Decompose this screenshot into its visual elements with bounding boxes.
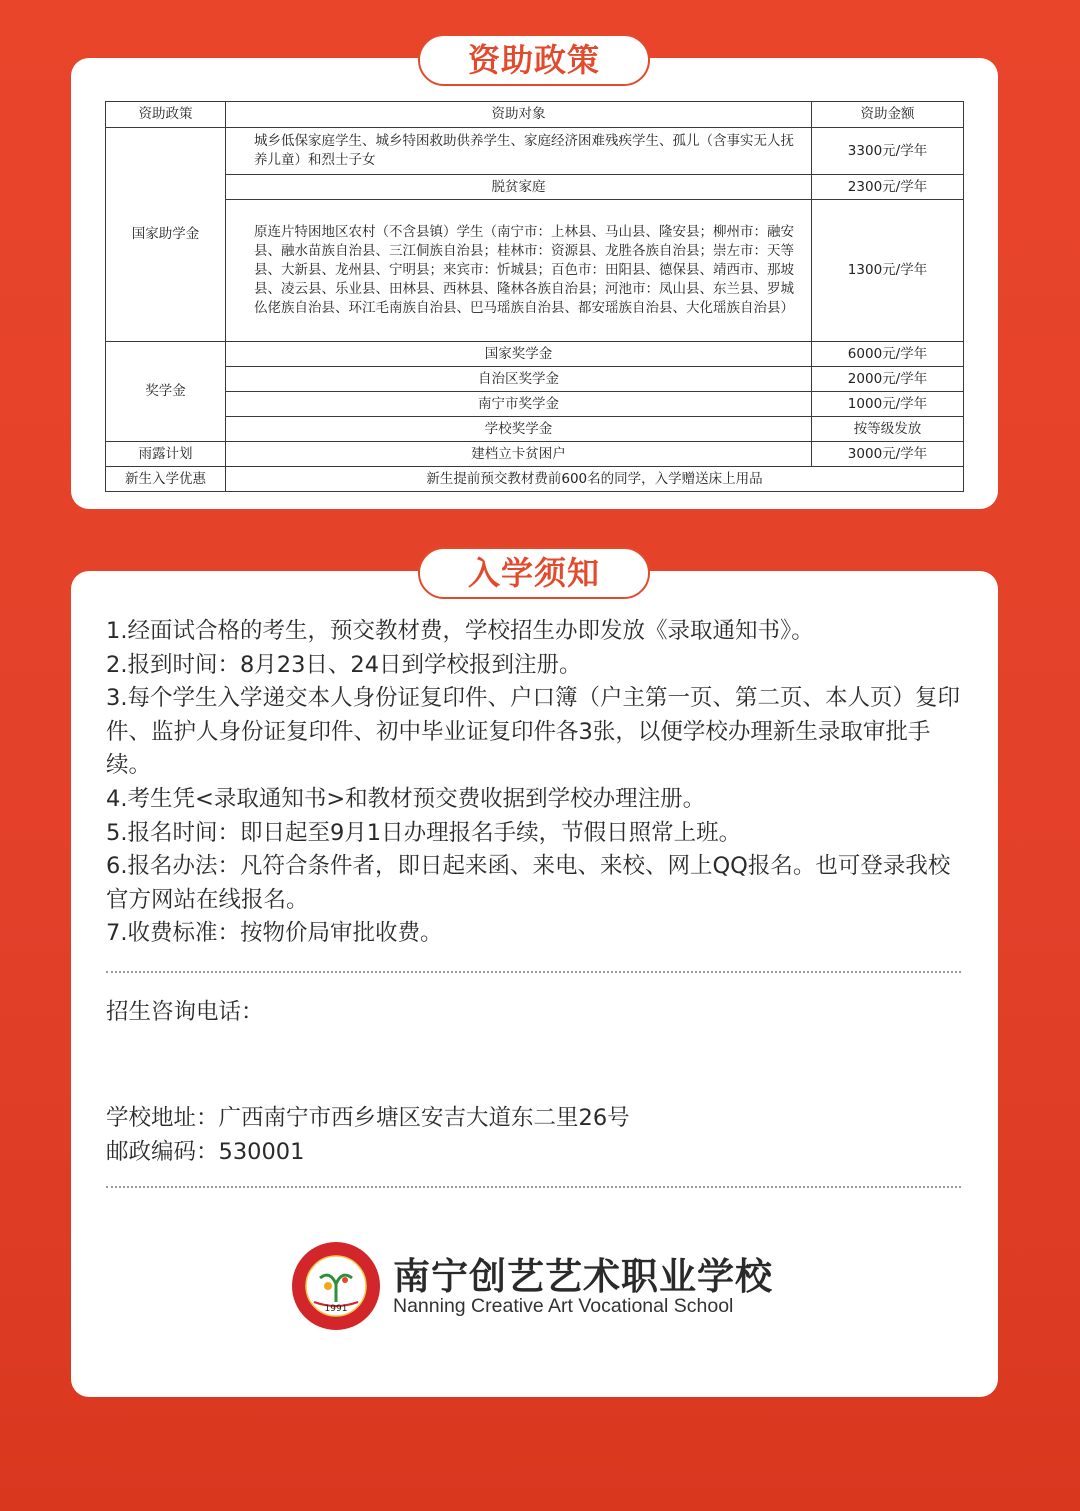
notice-item-1: 1.经面试合格的考生，预交教材费，学校招生办即发放《录取通知书》。 bbox=[106, 618, 814, 644]
phone-label: 招生咨询电话： bbox=[106, 999, 264, 1025]
dotted-divider bbox=[106, 1186, 961, 1188]
table-row bbox=[106, 467, 964, 492]
school-name-cn: 南宁创艺艺术职业学校 bbox=[393, 1255, 773, 1298]
grant-amount-2: 2300元/学年 bbox=[812, 175, 964, 200]
yulu-category: 雨露计划 bbox=[106, 442, 226, 467]
policy-table bbox=[105, 101, 964, 492]
yulu-amount: 3000元/学年 bbox=[812, 442, 964, 467]
yulu-target: 建档立卡贫困户 bbox=[226, 442, 812, 467]
table-row bbox=[106, 367, 964, 392]
header-target: 资助对象 bbox=[226, 102, 812, 128]
table-row bbox=[106, 128, 964, 175]
grant-target-3: 原连片特困地区农村（不含县镇）学生（南宁市：上林县、马山县、隆安县；柳州市：融安县、融水苗族自治县、三江侗族自治县；桂林市：资源县、龙胜各族自治县；崇左市：天等县、大新县、龙州县、宁明县；来宾市：忻城县；百色市：田阳县、德保县、靖西市、那坡县、凌云县、乐业县、田林县、西林县、隆林各族自治县；河池市：凤山县、东兰县、罗城仫佬族自治县、环江毛南族自治县、巴马瑶族自治县、都安瑶族自治县、大化瑶族自治县） bbox=[226, 200, 812, 342]
table-header-row bbox=[106, 102, 964, 128]
scholarship-target-1: 国家奖学金 bbox=[226, 342, 812, 367]
table-row bbox=[106, 392, 964, 417]
freshman-target: 新生提前预交教材费前600名的同学，入学赠送床上用品 bbox=[226, 467, 964, 492]
table-row bbox=[106, 175, 964, 200]
scholarship-amount-3: 1000元/学年 bbox=[812, 392, 964, 417]
school-address: 学校地址：广西南宁市西乡塘区安吉大道东二里26号 bbox=[106, 1105, 630, 1131]
scholarship-amount-4: 按等级发放 bbox=[812, 417, 964, 442]
notice-item-5: 5.报名时间：即日起至9月1日办理报名手续，节假日照常上班。 bbox=[106, 819, 742, 846]
header-amount: 资助金额 bbox=[812, 102, 964, 128]
postal-code: 邮政编码：530001 bbox=[106, 1139, 305, 1165]
grant-target-1: 城乡低保家庭学生、城乡特困救助供养学生、家庭经济困难残疾学生、孤儿（含事实无人抚养儿童）和烈士子女 bbox=[226, 128, 812, 175]
school-logo-block bbox=[290, 1240, 790, 1330]
school-name-en: Nanning Creative Art Vocational School bbox=[393, 1295, 734, 1317]
scholarship-target-4: 学校奖学金 bbox=[226, 417, 812, 442]
scholarship-target-2: 自治区奖学金 bbox=[226, 367, 812, 392]
grant-category: 国家助学金 bbox=[106, 128, 226, 342]
notice-item-7: 7.收费标准：按物价局审批收费。 bbox=[106, 920, 443, 947]
policy-section-title: 资助政策 bbox=[418, 34, 650, 86]
header-policy: 资助政策 bbox=[106, 102, 226, 128]
notice-item-6: 6.报名办法：凡符合条件者，即日起来函、来电、来校、网上QQ报名。也可登录我校官方网站在线报名。 bbox=[106, 853, 951, 913]
logo-year: 1991 bbox=[324, 1304, 348, 1314]
notice-section-title: 入学须知 bbox=[418, 547, 650, 599]
table-row bbox=[106, 442, 964, 467]
scholarship-amount-1: 6000元/学年 bbox=[812, 342, 964, 367]
grant-amount-1: 3300元/学年 bbox=[812, 128, 964, 175]
scholarship-amount-2: 2000元/学年 bbox=[812, 367, 964, 392]
grant-target-2: 脱贫家庭 bbox=[226, 175, 812, 200]
school-emblem-icon bbox=[290, 1240, 382, 1332]
notice-item-2: 2.报到时间：8月23日、24日到学校报到注册。 bbox=[106, 651, 582, 678]
grant-amount-3: 1300元/学年 bbox=[812, 200, 964, 342]
freshman-category: 新生入学优惠 bbox=[106, 467, 226, 492]
notice-item-4: 4.考生凭<录取通知书>和教材预交费收据到学校办理注册。 bbox=[106, 785, 706, 812]
notice-list bbox=[106, 615, 968, 951]
scholarship-target-3: 南宁市奖学金 bbox=[226, 392, 812, 417]
table-row bbox=[106, 342, 964, 367]
table-row bbox=[106, 417, 964, 442]
scholarship-category: 奖学金 bbox=[106, 342, 226, 442]
notice-item-3: 3.每个学生入学递交本人身份证复印件、户口簿（户主第一页、第二页、本人页）复印件、监护人身份证复印件、初中毕业证复印件各3张，以便学校办理新生录取审批手续。 bbox=[106, 685, 960, 779]
dotted-divider bbox=[106, 971, 961, 973]
table-row bbox=[106, 200, 964, 342]
